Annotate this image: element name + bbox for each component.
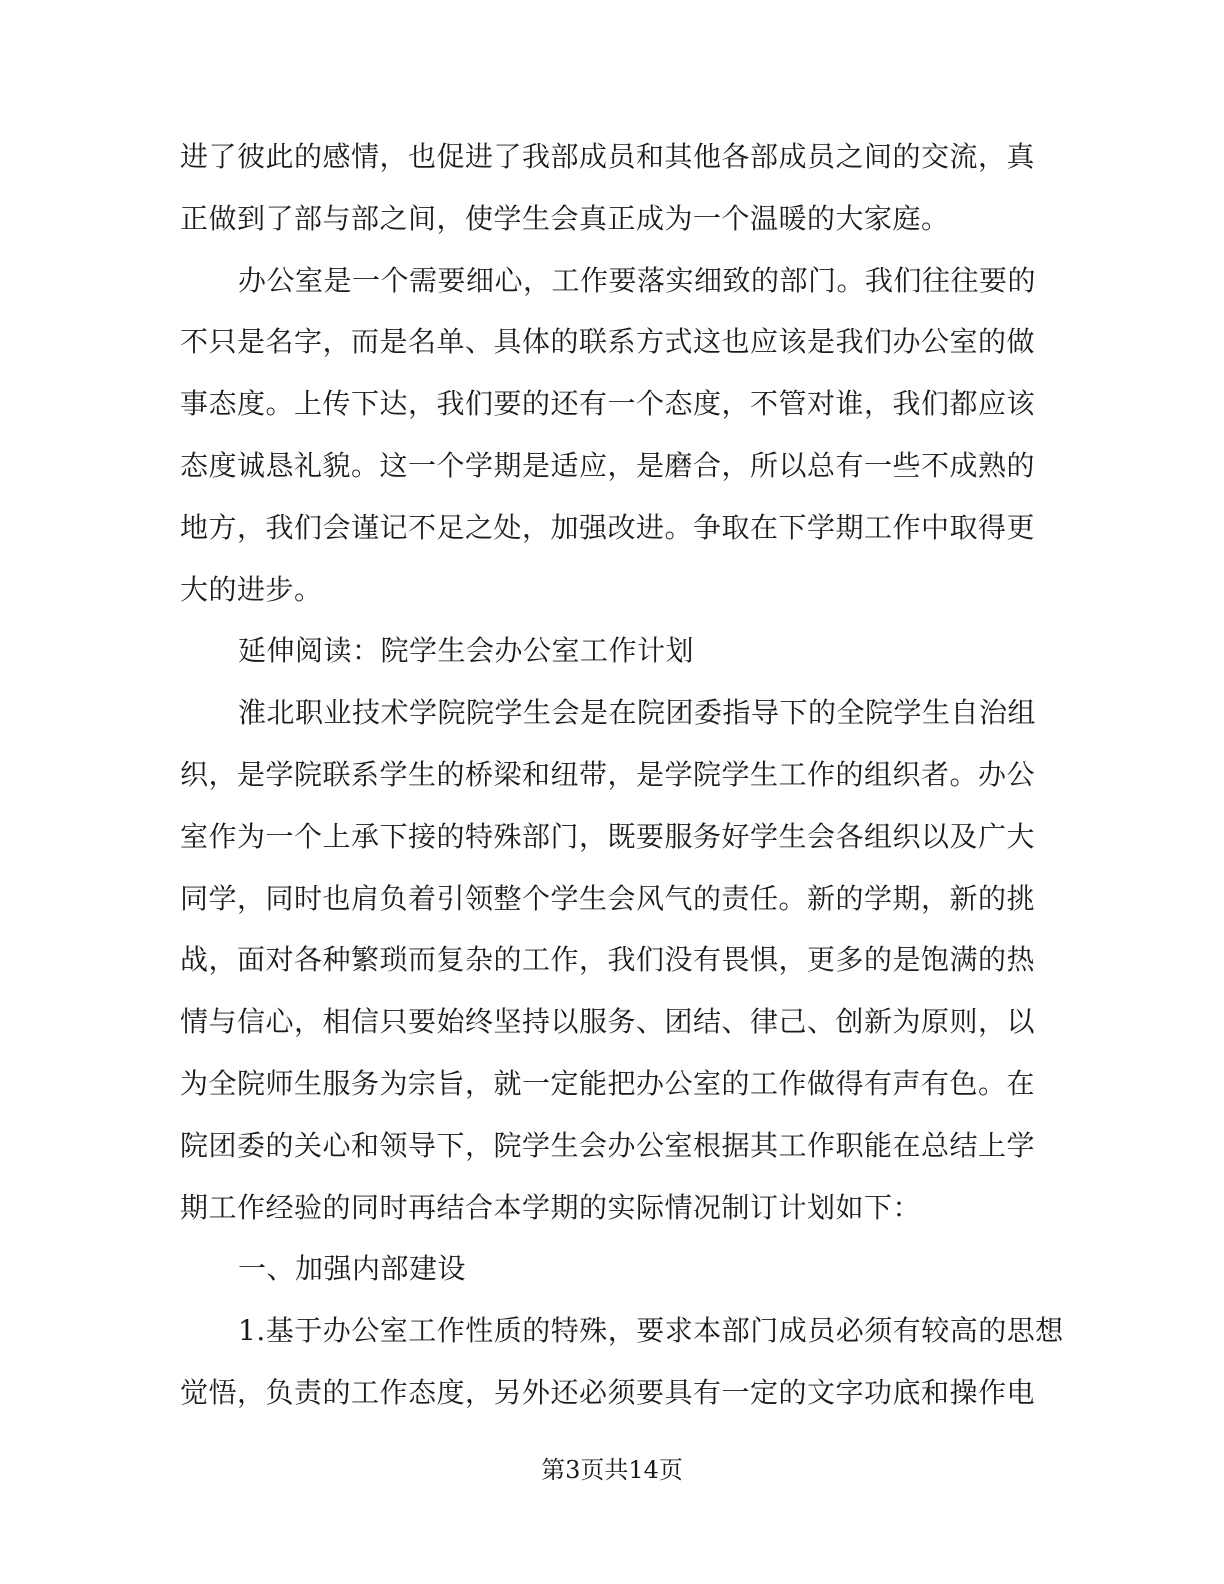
text-line: 地方，我们会谨记不足之处，加强改进。争取在下学期工作中取得更 [180,510,1036,544]
document-body [180,126,1064,1424]
text-line: 为全院师生服务为宗旨，就一定能把办公室的工作做得有声有色。在 [180,1066,1036,1100]
text-line: 室作为一个上承下接的特殊部门，既要服务好学生会各组织以及广大 [180,819,1036,853]
text-line: 进了彼此的感情，也促进了我部成员和其他各部成员之间的交流，真 [180,140,1036,173]
paragraph-start-line: 淮北职业技术学院院学生会是在院团委指导下的全院学生自治组 [238,696,1037,730]
text-line: 同学，同时也肩负着引领整个学生会风气的责任。新的学期，新的挑 [180,881,1036,915]
text-line: 织，是学院联系学生的桥梁和纽带，是学院学生工作的组织者。办公 [180,757,1036,791]
paragraph-start-line: 办公室是一个需要细心，工作要落实细致的部门。我们往往要的 [238,263,1037,297]
section-heading: 一、加强内部建设 [238,1252,467,1286]
text-line: 不只是名字，而是名单、具体的联系方式这也应该是我们办公室的做 [180,325,1036,359]
text-line: 期工作经验的同时再结合本学期的实际情况制订计划如下： [180,1190,922,1224]
text-line: 事态度。上传下达，我们要的还有一个态度，不管对谁，我们都应该 [180,387,1036,421]
text-line: 觉悟，负责的工作态度，另外还必须要具有一定的文字功底和操作电 [180,1375,1036,1409]
text-line: 大的进步。 [180,572,323,606]
text-line: 正做到了部与部之间，使学生会真正成为一个温暖的大家庭。 [180,201,950,235]
text-line: 态度诚恳礼貌。这一个学期是适应，是磨合，所以总有一些不成熟的 [180,448,1036,482]
page-number-footer: 第3页共14页 [541,1456,683,1484]
text-line: 情与信心，相信只要始终坚持以服务、团结、律己、创新为原则，以 [180,1005,1036,1039]
text-line: 战，面对各种繁琐而复杂的工作，我们没有畏惧，更多的是饱满的热 [180,943,1036,977]
text-line: 院团委的关心和领导下，院学生会办公室根据其工作职能在总结上学 [180,1128,1036,1162]
section-heading: 延伸阅读：院学生会办公室工作计划 [238,634,695,668]
paragraph-start-line: 1.基于办公室工作性质的特殊，要求本部门成员必须有较高的思想 [238,1314,1064,1348]
